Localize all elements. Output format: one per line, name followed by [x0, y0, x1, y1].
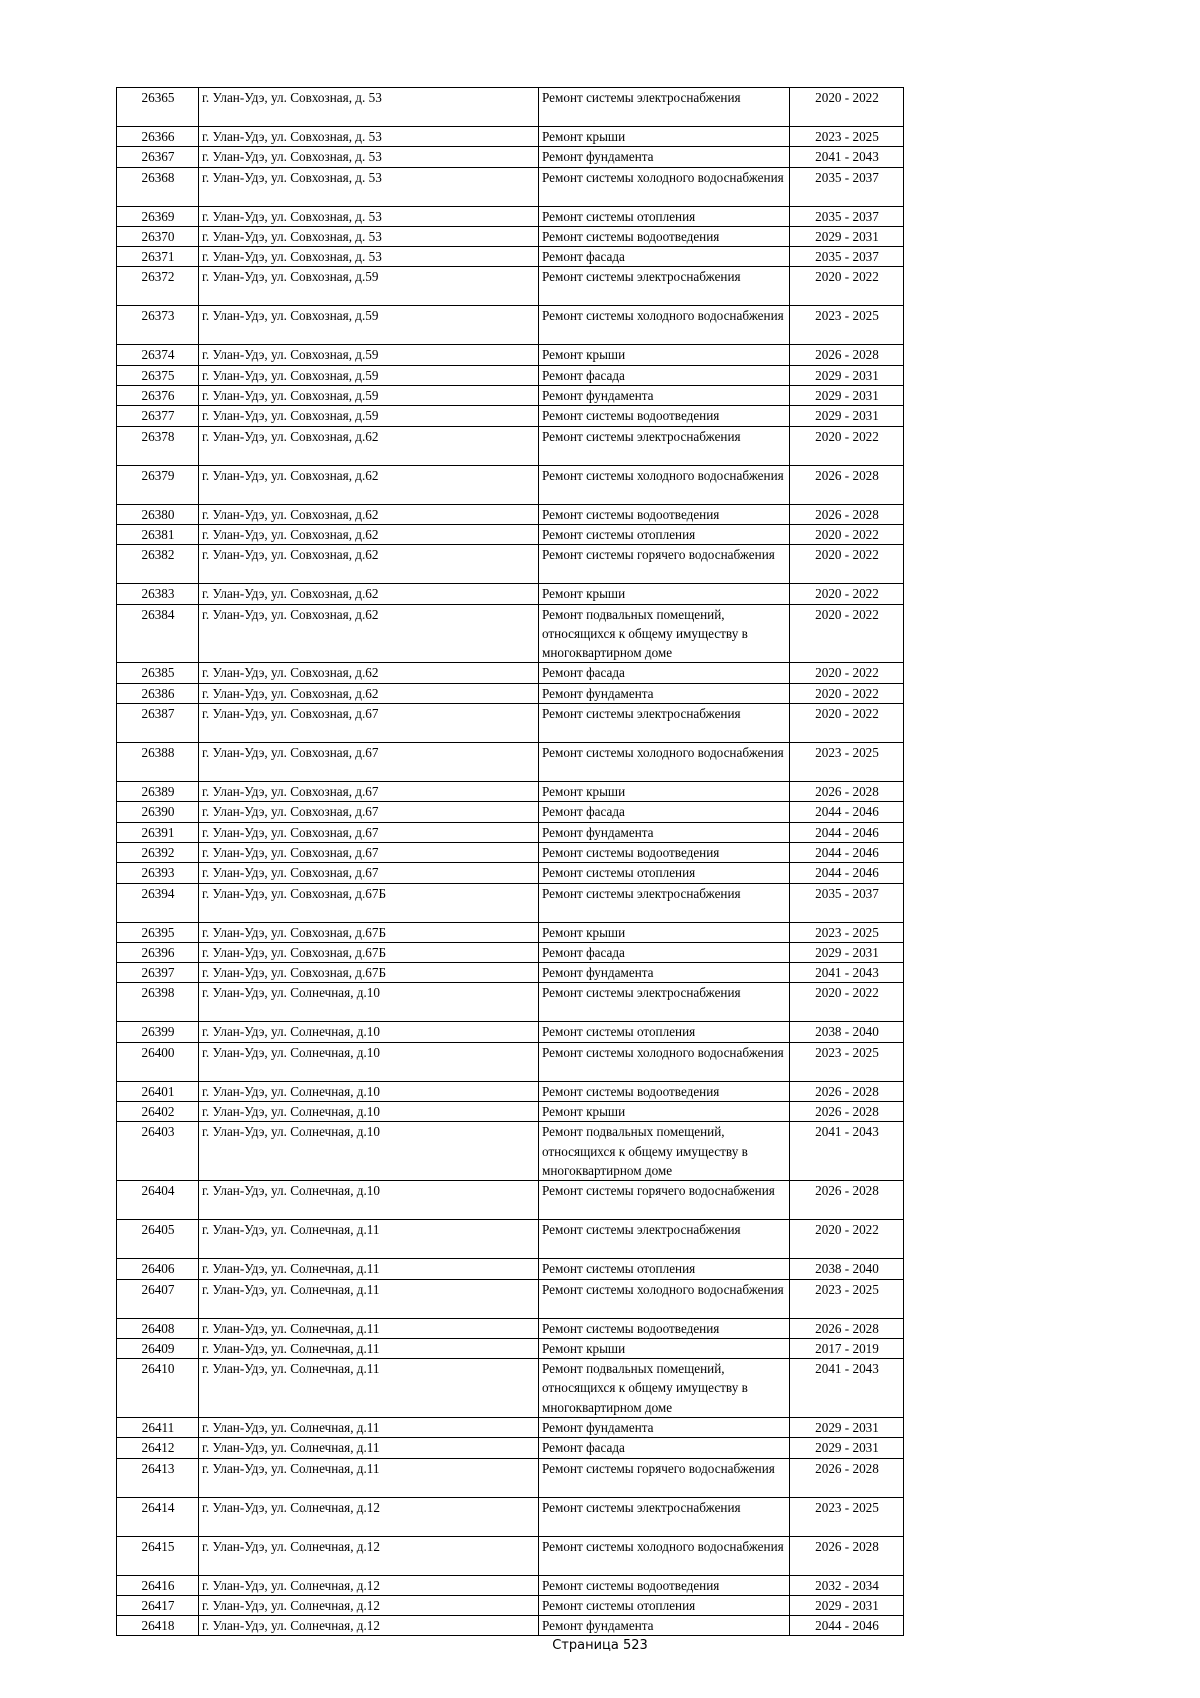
work-type-cell: Ремонт системы отопления: [539, 1595, 790, 1615]
address-cell: г. Улан-Удэ, ул. Совхозная, д. 53: [199, 206, 539, 226]
address-cell: г. Улан-Удэ, ул. Солнечная, д.11: [199, 1259, 539, 1279]
row-number-cell: 26390: [117, 802, 199, 822]
work-type-cell: Ремонт системы холодного водоснабжения: [539, 306, 790, 345]
period-cell: 2020 - 2022: [790, 267, 904, 306]
row-number-cell: 26377: [117, 406, 199, 426]
work-type-cell: Ремонт системы отопления: [539, 1259, 790, 1279]
row-number-cell: 26378: [117, 426, 199, 465]
period-cell: 2023 - 2025: [790, 922, 904, 942]
table-row: [117, 1081, 904, 1101]
row-number-cell: 26365: [117, 88, 199, 127]
period-cell: 2026 - 2028: [790, 1181, 904, 1220]
work-type-cell: Ремонт системы холодного водоснабжения: [539, 1279, 790, 1318]
period-cell: 2029 - 2031: [790, 386, 904, 406]
row-number-cell: 26384: [117, 604, 199, 663]
work-type-cell: Ремонт системы водоотведения: [539, 1575, 790, 1595]
period-cell: 2023 - 2025: [790, 743, 904, 782]
address-cell: г. Улан-Удэ, ул. Солнечная, д.10: [199, 1122, 539, 1181]
address-cell: г. Улан-Удэ, ул. Совхозная, д.59: [199, 267, 539, 306]
work-type-cell: Ремонт системы электроснабжения: [539, 1497, 790, 1536]
table-row: [117, 1181, 904, 1220]
row-number-cell: 26379: [117, 465, 199, 504]
period-cell: 2029 - 2031: [790, 1417, 904, 1437]
row-number-cell: 26394: [117, 883, 199, 922]
period-cell: 2026 - 2028: [790, 1318, 904, 1338]
period-cell: 2020 - 2022: [790, 663, 904, 683]
table-row: [117, 604, 904, 663]
period-cell: 2023 - 2025: [790, 1279, 904, 1318]
work-type-cell: Ремонт системы холодного водоснабжения: [539, 1042, 790, 1081]
address-cell: г. Улан-Удэ, ул. Совхозная, д.67Б: [199, 963, 539, 983]
row-number-cell: 26376: [117, 386, 199, 406]
address-cell: г. Улан-Удэ, ул. Совхозная, д.62: [199, 465, 539, 504]
table-row: [117, 743, 904, 782]
table-row: [117, 524, 904, 544]
address-cell: г. Улан-Удэ, ул. Солнечная, д.10: [199, 983, 539, 1022]
address-cell: г. Улан-Удэ, ул. Солнечная, д.12: [199, 1497, 539, 1536]
address-cell: г. Улан-Удэ, ул. Совхозная, д.62: [199, 604, 539, 663]
period-cell: 2035 - 2037: [790, 883, 904, 922]
repair-schedule-table: [116, 87, 904, 1636]
table-row: [117, 1022, 904, 1042]
row-number-cell: 26388: [117, 743, 199, 782]
row-number-cell: 26392: [117, 842, 199, 862]
row-number-cell: 26404: [117, 1181, 199, 1220]
table-row: [117, 1575, 904, 1595]
row-number-cell: 26401: [117, 1081, 199, 1101]
row-number-cell: 26381: [117, 524, 199, 544]
period-cell: 2023 - 2025: [790, 127, 904, 147]
table-row: [117, 1042, 904, 1081]
work-type-cell: Ремонт фасада: [539, 663, 790, 683]
work-type-cell: Ремонт системы горячего водоснабжения: [539, 545, 790, 584]
period-cell: 2023 - 2025: [790, 1042, 904, 1081]
row-number-cell: 26399: [117, 1022, 199, 1042]
table-row: [117, 1102, 904, 1122]
table-row: [117, 545, 904, 584]
work-type-cell: Ремонт фундамента: [539, 386, 790, 406]
row-number-cell: 26413: [117, 1458, 199, 1497]
address-cell: г. Улан-Удэ, ул. Солнечная, д.11: [199, 1438, 539, 1458]
table-row: [117, 147, 904, 167]
period-cell: 2038 - 2040: [790, 1259, 904, 1279]
work-type-cell: Ремонт системы электроснабжения: [539, 704, 790, 743]
period-cell: 2020 - 2022: [790, 604, 904, 663]
address-cell: г. Улан-Удэ, ул. Солнечная, д.12: [199, 1575, 539, 1595]
table-row: [117, 1220, 904, 1259]
table-row: [117, 1497, 904, 1536]
row-number-cell: 26391: [117, 822, 199, 842]
row-number-cell: 26408: [117, 1318, 199, 1338]
table-row: [117, 983, 904, 1022]
table-row: [117, 883, 904, 922]
address-cell: г. Улан-Удэ, ул. Совхозная, д.62: [199, 584, 539, 604]
work-type-cell: Ремонт крыши: [539, 127, 790, 147]
row-number-cell: 26418: [117, 1616, 199, 1636]
work-type-cell: Ремонт крыши: [539, 584, 790, 604]
work-type-cell: Ремонт системы электроснабжения: [539, 1220, 790, 1259]
work-type-cell: Ремонт системы водоотведения: [539, 226, 790, 246]
table-row: [117, 88, 904, 127]
row-number-cell: 26400: [117, 1042, 199, 1081]
row-number-cell: 26405: [117, 1220, 199, 1259]
period-cell: 2026 - 2028: [790, 782, 904, 802]
work-type-cell: Ремонт системы отопления: [539, 524, 790, 544]
row-number-cell: 26397: [117, 963, 199, 983]
period-cell: 2041 - 2043: [790, 1359, 904, 1418]
row-number-cell: 26414: [117, 1497, 199, 1536]
period-cell: 2041 - 2043: [790, 147, 904, 167]
row-number-cell: 26375: [117, 365, 199, 385]
row-number-cell: 26387: [117, 704, 199, 743]
table-row: [117, 704, 904, 743]
period-cell: 2020 - 2022: [790, 426, 904, 465]
period-cell: 2041 - 2043: [790, 963, 904, 983]
table-row: [117, 306, 904, 345]
address-cell: г. Улан-Удэ, ул. Совхозная, д.59: [199, 386, 539, 406]
period-cell: 2029 - 2031: [790, 365, 904, 385]
period-cell: 2032 - 2034: [790, 1575, 904, 1595]
table-row: [117, 863, 904, 883]
work-type-cell: Ремонт крыши: [539, 345, 790, 365]
address-cell: г. Улан-Удэ, ул. Совхозная, д.67: [199, 704, 539, 743]
address-cell: г. Улан-Удэ, ул. Совхозная, д.62: [199, 663, 539, 683]
address-cell: г. Улан-Удэ, ул. Совхозная, д.67: [199, 782, 539, 802]
address-cell: г. Улан-Удэ, ул. Совхозная, д.62: [199, 504, 539, 524]
work-type-cell: Ремонт фундамента: [539, 147, 790, 167]
work-type-cell: Ремонт системы электроснабжения: [539, 883, 790, 922]
row-number-cell: 26380: [117, 504, 199, 524]
period-cell: 2020 - 2022: [790, 88, 904, 127]
address-cell: г. Улан-Удэ, ул. Совхозная, д.59: [199, 406, 539, 426]
address-cell: г. Улан-Удэ, ул. Совхозная, д.67: [199, 822, 539, 842]
work-type-cell: Ремонт подвальных помещений, относящихся к общему имуществу в многоквартирном доме: [539, 604, 790, 663]
address-cell: г. Улан-Удэ, ул. Совхозная, д.67: [199, 863, 539, 883]
period-cell: 2044 - 2046: [790, 842, 904, 862]
address-cell: г. Улан-Удэ, ул. Совхозная, д.59: [199, 345, 539, 365]
work-type-cell: Ремонт системы горячего водоснабжения: [539, 1458, 790, 1497]
table-row: [117, 345, 904, 365]
table-row: [117, 1359, 904, 1418]
work-type-cell: Ремонт фасада: [539, 802, 790, 822]
row-number-cell: 26368: [117, 167, 199, 206]
work-type-cell: Ремонт фасада: [539, 247, 790, 267]
row-number-cell: 26393: [117, 863, 199, 883]
work-type-cell: Ремонт фундамента: [539, 822, 790, 842]
row-number-cell: 26407: [117, 1279, 199, 1318]
table-row: [117, 1122, 904, 1181]
period-cell: 2044 - 2046: [790, 822, 904, 842]
table-row: [117, 1458, 904, 1497]
address-cell: г. Улан-Удэ, ул. Солнечная, д.11: [199, 1220, 539, 1259]
address-cell: г. Улан-Удэ, ул. Совхозная, д. 53: [199, 88, 539, 127]
period-cell: 2020 - 2022: [790, 683, 904, 703]
row-number-cell: 26415: [117, 1536, 199, 1575]
address-cell: г. Улан-Удэ, ул. Солнечная, д.10: [199, 1042, 539, 1081]
period-cell: 2035 - 2037: [790, 247, 904, 267]
table-row: [117, 663, 904, 683]
address-cell: г. Улан-Удэ, ул. Солнечная, д.11: [199, 1279, 539, 1318]
address-cell: г. Улан-Удэ, ул. Совхозная, д.67: [199, 842, 539, 862]
table-row: [117, 386, 904, 406]
address-cell: г. Улан-Удэ, ул. Солнечная, д.12: [199, 1536, 539, 1575]
row-number-cell: 26411: [117, 1417, 199, 1437]
table-row: [117, 822, 904, 842]
period-cell: 2017 - 2019: [790, 1338, 904, 1358]
address-cell: г. Улан-Удэ, ул. Совхозная, д.67Б: [199, 883, 539, 922]
period-cell: 2026 - 2028: [790, 504, 904, 524]
row-number-cell: 26412: [117, 1438, 199, 1458]
work-type-cell: Ремонт подвальных помещений, относящихся к общему имуществу в многоквартирном доме: [539, 1359, 790, 1418]
table-row: [117, 206, 904, 226]
table-row: [117, 1318, 904, 1338]
period-cell: 2026 - 2028: [790, 465, 904, 504]
address-cell: г. Улан-Удэ, ул. Солнечная, д.12: [199, 1595, 539, 1615]
work-type-cell: Ремонт системы водоотведения: [539, 842, 790, 862]
work-type-cell: Ремонт системы электроснабжения: [539, 267, 790, 306]
address-cell: г. Улан-Удэ, ул. Совхозная, д.67Б: [199, 922, 539, 942]
work-type-cell: Ремонт фундамента: [539, 1616, 790, 1636]
work-type-cell: Ремонт системы холодного водоснабжения: [539, 743, 790, 782]
work-type-cell: Ремонт крыши: [539, 1338, 790, 1358]
row-number-cell: 26374: [117, 345, 199, 365]
period-cell: 2029 - 2031: [790, 406, 904, 426]
period-cell: 2020 - 2022: [790, 545, 904, 584]
row-number-cell: 26410: [117, 1359, 199, 1418]
table-row: [117, 406, 904, 426]
row-number-cell: 26406: [117, 1259, 199, 1279]
period-cell: 2026 - 2028: [790, 345, 904, 365]
table-row: [117, 1616, 904, 1636]
period-cell: 2029 - 2031: [790, 942, 904, 962]
table-row: [117, 963, 904, 983]
table-row: [117, 426, 904, 465]
table-row: [117, 1338, 904, 1358]
address-cell: г. Улан-Удэ, ул. Совхозная, д.62: [199, 683, 539, 703]
address-cell: г. Улан-Удэ, ул. Солнечная, д.11: [199, 1458, 539, 1497]
work-type-cell: Ремонт системы отопления: [539, 206, 790, 226]
row-number-cell: 26367: [117, 147, 199, 167]
row-number-cell: 26366: [117, 127, 199, 147]
address-cell: г. Улан-Удэ, ул. Солнечная, д.11: [199, 1417, 539, 1437]
work-type-cell: Ремонт системы отопления: [539, 1022, 790, 1042]
row-number-cell: 26386: [117, 683, 199, 703]
work-type-cell: Ремонт фасада: [539, 365, 790, 385]
period-cell: 2020 - 2022: [790, 524, 904, 544]
period-cell: 2026 - 2028: [790, 1458, 904, 1497]
work-type-cell: Ремонт системы водоотведения: [539, 1081, 790, 1101]
row-number-cell: 26383: [117, 584, 199, 604]
work-type-cell: Ремонт системы электроснабжения: [539, 426, 790, 465]
period-cell: 2044 - 2046: [790, 802, 904, 822]
work-type-cell: Ремонт системы водоотведения: [539, 504, 790, 524]
period-cell: 2035 - 2037: [790, 167, 904, 206]
period-cell: 2023 - 2025: [790, 1497, 904, 1536]
table-row: [117, 782, 904, 802]
period-cell: 2026 - 2028: [790, 1102, 904, 1122]
period-cell: 2038 - 2040: [790, 1022, 904, 1042]
address-cell: г. Улан-Удэ, ул. Совхозная, д.62: [199, 545, 539, 584]
address-cell: г. Улан-Удэ, ул. Солнечная, д.10: [199, 1022, 539, 1042]
row-number-cell: 26385: [117, 663, 199, 683]
address-cell: г. Улан-Удэ, ул. Совхозная, д.67: [199, 802, 539, 822]
row-number-cell: 26416: [117, 1575, 199, 1595]
period-cell: 2020 - 2022: [790, 584, 904, 604]
table-row: [117, 1438, 904, 1458]
work-type-cell: Ремонт системы горячего водоснабжения: [539, 1181, 790, 1220]
table-row: [117, 167, 904, 206]
row-number-cell: 26417: [117, 1595, 199, 1615]
address-cell: г. Улан-Удэ, ул. Совхозная, д.59: [199, 306, 539, 345]
period-cell: 2041 - 2043: [790, 1122, 904, 1181]
row-number-cell: 26369: [117, 206, 199, 226]
table-row: [117, 683, 904, 703]
period-cell: 2020 - 2022: [790, 983, 904, 1022]
work-type-cell: Ремонт крыши: [539, 782, 790, 802]
table-row: [117, 942, 904, 962]
table-row: [117, 584, 904, 604]
table-row: [117, 1536, 904, 1575]
period-cell: 2026 - 2028: [790, 1536, 904, 1575]
work-type-cell: Ремонт подвальных помещений, относящихся к общему имуществу в многоквартирном доме: [539, 1122, 790, 1181]
row-number-cell: 26372: [117, 267, 199, 306]
work-type-cell: Ремонт системы холодного водоснабжения: [539, 167, 790, 206]
work-type-cell: Ремонт фундамента: [539, 1417, 790, 1437]
period-cell: 2023 - 2025: [790, 306, 904, 345]
address-cell: г. Улан-Удэ, ул. Совхозная, д.67Б: [199, 942, 539, 962]
address-cell: г. Улан-Удэ, ул. Совхозная, д.59: [199, 365, 539, 385]
address-cell: г. Улан-Удэ, ул. Солнечная, д.12: [199, 1616, 539, 1636]
address-cell: г. Улан-Удэ, ул. Совхозная, д.62: [199, 426, 539, 465]
row-number-cell: 26382: [117, 545, 199, 584]
work-type-cell: Ремонт системы отопления: [539, 863, 790, 883]
table-row: [117, 267, 904, 306]
row-number-cell: 26409: [117, 1338, 199, 1358]
period-cell: 2020 - 2022: [790, 704, 904, 743]
table-row: [117, 1595, 904, 1615]
table-row: [117, 1279, 904, 1318]
work-type-cell: Ремонт системы электроснабжения: [539, 983, 790, 1022]
work-type-cell: Ремонт системы электроснабжения: [539, 88, 790, 127]
repair-schedule-body: [117, 88, 904, 1636]
row-number-cell: 26370: [117, 226, 199, 246]
table-row: [117, 922, 904, 942]
period-cell: 2044 - 2046: [790, 1616, 904, 1636]
table-row: [117, 842, 904, 862]
period-cell: 2044 - 2046: [790, 863, 904, 883]
address-cell: г. Улан-Удэ, ул. Солнечная, д.11: [199, 1338, 539, 1358]
work-type-cell: Ремонт крыши: [539, 1102, 790, 1122]
table-row: [117, 465, 904, 504]
work-type-cell: Ремонт крыши: [539, 922, 790, 942]
period-cell: 2035 - 2037: [790, 206, 904, 226]
row-number-cell: 26373: [117, 306, 199, 345]
address-cell: г. Улан-Удэ, ул. Совхозная, д. 53: [199, 147, 539, 167]
row-number-cell: 26403: [117, 1122, 199, 1181]
address-cell: г. Улан-Удэ, ул. Солнечная, д.10: [199, 1102, 539, 1122]
work-type-cell: Ремонт фасада: [539, 942, 790, 962]
period-cell: 2026 - 2028: [790, 1081, 904, 1101]
work-type-cell: Ремонт системы водоотведения: [539, 406, 790, 426]
page-number: Страница 523: [552, 1638, 648, 1653]
work-type-cell: Ремонт системы водоотведения: [539, 1318, 790, 1338]
address-cell: г. Улан-Удэ, ул. Совхозная, д. 53: [199, 127, 539, 147]
period-cell: 2029 - 2031: [790, 226, 904, 246]
table-row: [117, 247, 904, 267]
work-type-cell: Ремонт фундамента: [539, 683, 790, 703]
table-row: [117, 1417, 904, 1437]
address-cell: г. Улан-Удэ, ул. Совхозная, д. 53: [199, 247, 539, 267]
work-type-cell: Ремонт системы холодного водоснабжения: [539, 1536, 790, 1575]
row-number-cell: 26371: [117, 247, 199, 267]
work-type-cell: Ремонт системы холодного водоснабжения: [539, 465, 790, 504]
period-cell: 2020 - 2022: [790, 1220, 904, 1259]
address-cell: г. Улан-Удэ, ул. Совхозная, д. 53: [199, 226, 539, 246]
table-row: [117, 226, 904, 246]
address-cell: г. Улан-Удэ, ул. Солнечная, д.11: [199, 1318, 539, 1338]
row-number-cell: 26402: [117, 1102, 199, 1122]
work-type-cell: Ремонт фундамента: [539, 963, 790, 983]
address-cell: г. Улан-Удэ, ул. Совхозная, д.62: [199, 524, 539, 544]
work-type-cell: Ремонт фасада: [539, 1438, 790, 1458]
row-number-cell: 26398: [117, 983, 199, 1022]
table-row: [117, 802, 904, 822]
row-number-cell: 26395: [117, 922, 199, 942]
period-cell: 2029 - 2031: [790, 1595, 904, 1615]
address-cell: г. Улан-Удэ, ул. Солнечная, д.10: [199, 1181, 539, 1220]
address-cell: г. Улан-Удэ, ул. Солнечная, д.11: [199, 1359, 539, 1418]
row-number-cell: 26389: [117, 782, 199, 802]
table-row: [117, 504, 904, 524]
table-row: [117, 365, 904, 385]
row-number-cell: 26396: [117, 942, 199, 962]
period-cell: 2029 - 2031: [790, 1438, 904, 1458]
address-cell: г. Улан-Удэ, ул. Солнечная, д.10: [199, 1081, 539, 1101]
table-row: [117, 1259, 904, 1279]
address-cell: г. Улан-Удэ, ул. Совхозная, д. 53: [199, 167, 539, 206]
table-row: [117, 127, 904, 147]
address-cell: г. Улан-Удэ, ул. Совхозная, д.67: [199, 743, 539, 782]
